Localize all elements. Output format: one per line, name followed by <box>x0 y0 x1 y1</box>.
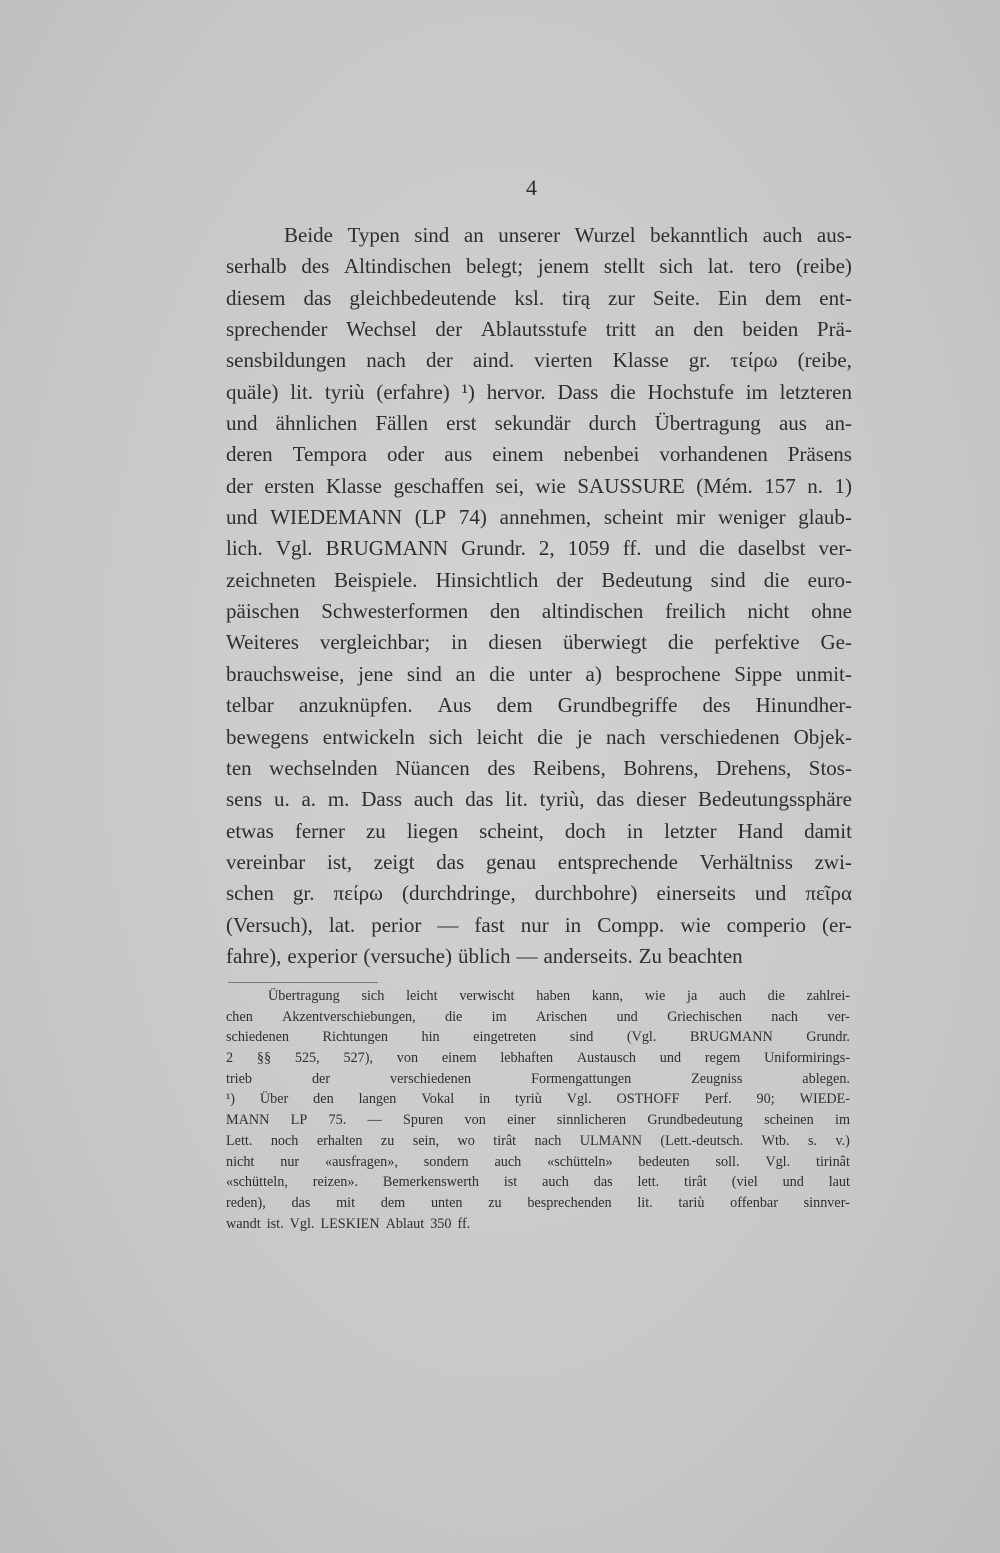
text-line: etwas ferner zu liegen scheint, doch in letzter Hand damit <box>226 818 852 843</box>
text-line: und WIEDEMANN (LP 74) annehmen, scheint mir weniger glaub- <box>226 505 852 530</box>
text-line: diesem das gleichbedeutende ksl. tirą zur Seite. Ein dem ent- <box>226 285 852 310</box>
main-text-body <box>226 220 852 972</box>
footnote-line: nicht nur «ausfragen», sondern auch «schütteln» bedeuten soll. Vgl. tirinât <box>226 1153 850 1170</box>
footnote-line: reden), das mit dem unten zu besprechenden lit. tariù offenbar sinnver- <box>226 1194 850 1211</box>
footnote-line: schiedenen Richtungen hin eingetreten sind (Vgl. BRUGMANN Grundr. <box>226 1029 850 1046</box>
text-line: fahre), experior (versuche) üblich — anderseits. Zu beachten <box>226 943 743 968</box>
text-line: und ähnlichen Fällen erst sekundär durch Übertragung aus an- <box>226 411 852 436</box>
text-line: Beide Typen sind an unserer Wurzel bekanntlich auch aus- <box>284 223 852 247</box>
footnote-line: trieb der verschiedenen Formengattungen Zeugniss ablegen. <box>226 1070 850 1087</box>
text-line: sensbildungen nach der aind. vierten Klasse gr. τείρω (reibe, <box>226 348 852 373</box>
text-line: serhalb des Altindischen belegt; jenem stellt sich lat. tero (reibe) <box>226 254 852 279</box>
footnote-line: Übertragung sich leicht verwischt haben kann, wie ja auch die zahlrei- <box>268 988 850 1004</box>
footnote-line: 2 §§ 525, 527), von einem lebhaften Austausch und regem Uniformirings- <box>226 1050 850 1067</box>
footnote-line: ¹) Über den langen Vokal in tyriù Vgl. OSTHOFF Perf. 90; WIEDE- <box>226 1091 850 1108</box>
text-line: lich. Vgl. BRUGMANN Grundr. 2, 1059 ff. und die daselbst ver- <box>226 536 852 561</box>
text-line: brauchsweise, jene sind an die unter a) besprochene Sippe unmit- <box>226 661 852 686</box>
text-line: deren Tempora oder aus einem nebenbei vorhandenen Präsens <box>226 442 852 467</box>
text-line: Weiteres vergleichbar; in diesen überwiegt die perfektive Ge- <box>226 630 852 655</box>
page-number: 4 <box>526 175 537 200</box>
text-line: ten wechselnden Nüancen des Reibens, Bohrens, Drehens, Stos- <box>226 755 852 780</box>
text-line: sprechender Wechsel der Ablautsstufe tritt an den beiden Prä- <box>226 317 852 342</box>
footnote-line: Lett. noch erhalten zu sein, wo tirât nach ULMANN (Lett.-deutsch. Wtb. s. v.) <box>226 1132 850 1149</box>
footnote-line: MANN LP 75. — Spuren von einer sinnlicheren Grundbedeutung scheinen im <box>226 1112 850 1129</box>
text-line: schen gr. πείρω (durchdringe, durchbohre) einerseits und πεῖρα <box>226 881 852 906</box>
text-line: sens u. a. m. Dass auch das lit. tyriù, das dieser Bedeutungssphäre <box>226 787 852 812</box>
footnote-line: chen Akzentverschiebungen, die im Arischen und Griechischen nach ver- <box>226 1008 850 1025</box>
text-line: päischen Schwesterformen den altindischen freilich nicht ohne <box>226 599 852 624</box>
footnote-divider <box>228 982 378 983</box>
text-line: zeichneten Beispiele. Hinsichtlich der Bedeutung sind die euro- <box>226 567 852 592</box>
text-line: (Versuch), lat. perior — fast nur in Compp. wie comperio (er- <box>226 912 852 937</box>
text-line: bewegens entwickeln sich leicht die je nach verschiedenen Objek- <box>226 724 852 749</box>
text-line: telbar anzuknüpfen. Aus dem Grundbegriffe des Hinundher- <box>226 693 852 718</box>
footnote-line: wandt ist. Vgl. LESKIEN Ablaut 350 ff. <box>226 1215 471 1232</box>
text-line: vereinbar ist, zeigt das genau entsprechende Verhältniss zwi- <box>226 849 852 874</box>
text-line: quäle) lit. tyriù (erfahre) ¹) hervor. Dass die Hochstufe im letzteren <box>226 379 852 404</box>
footnote-line: «schütteln, reizen». Bemerkenswerth ist auch das lett. tirât (viel und laut <box>226 1174 850 1191</box>
text-line: der ersten Klasse geschaffen sei, wie SAUSSURE (Mém. 157 n. 1) <box>226 473 852 498</box>
footnotes <box>226 986 850 1234</box>
